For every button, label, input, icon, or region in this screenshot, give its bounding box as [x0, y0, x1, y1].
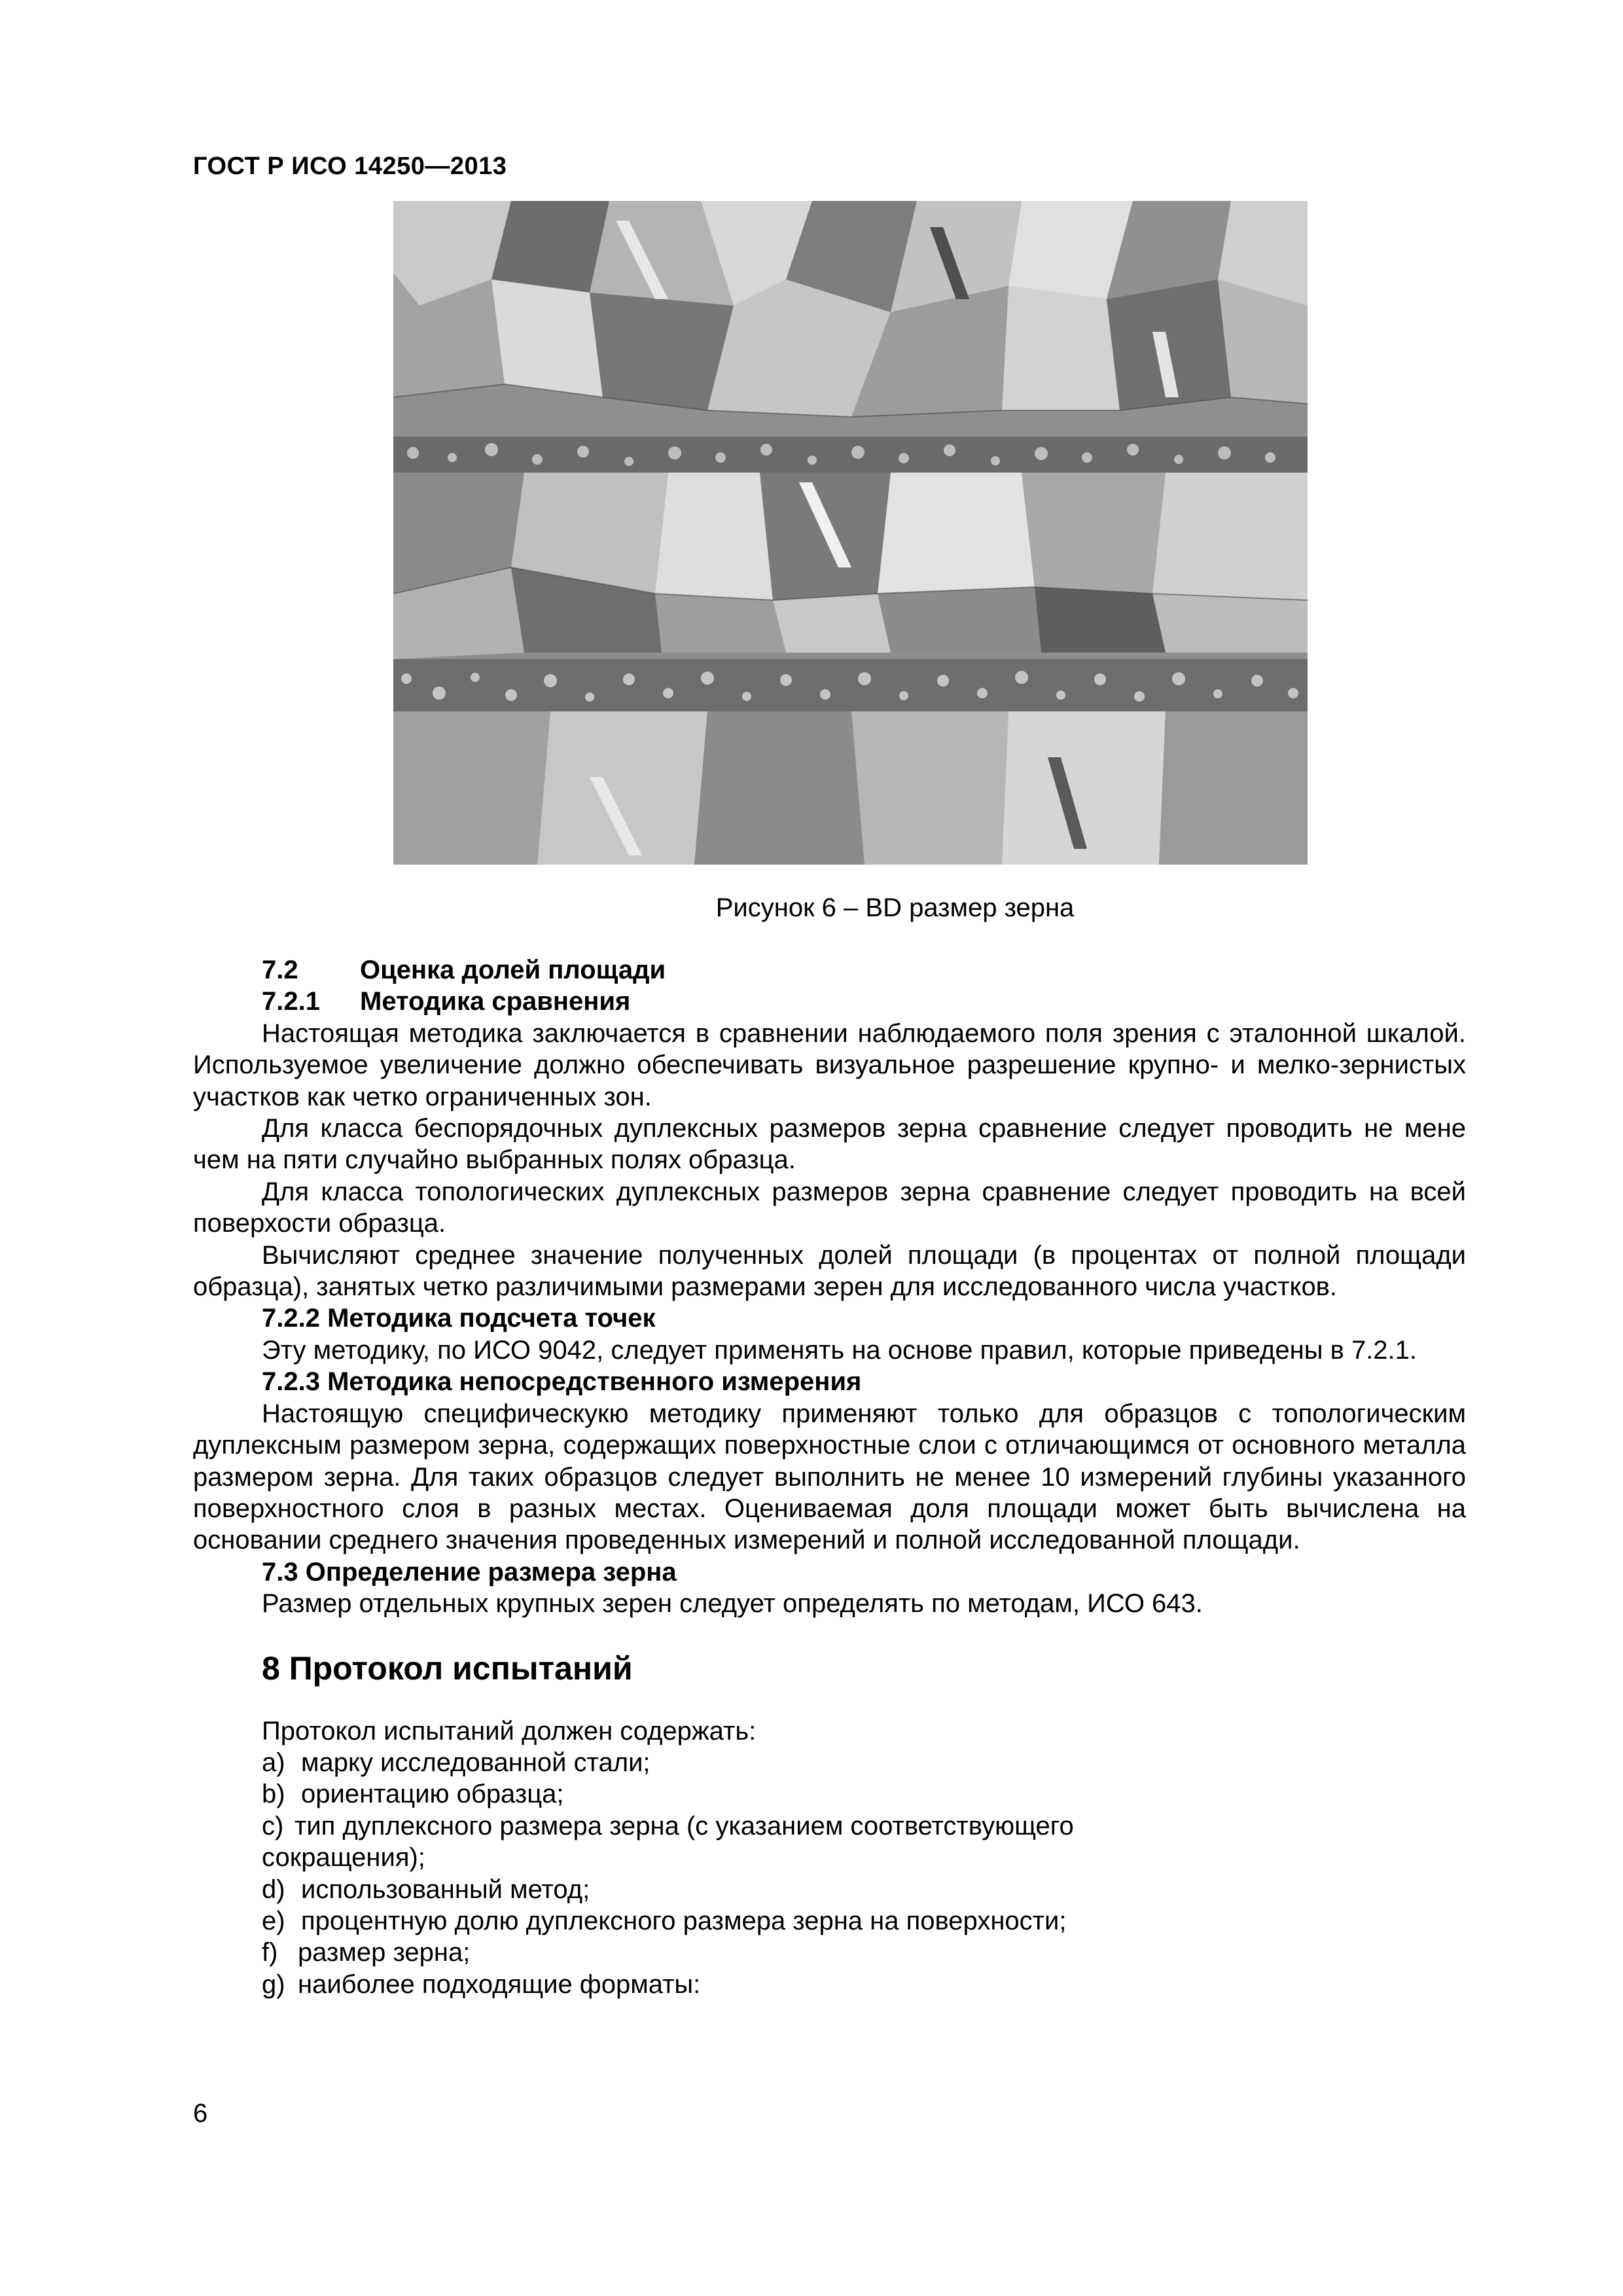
list-marker: b): [262, 1780, 285, 1809]
protocol-list: [193, 1715, 1466, 2001]
list-item-text: ориентацию образца;: [301, 1780, 564, 1809]
heading-section-8: 8 Протокол испытаний: [262, 1649, 633, 1687]
heading-number: 7.2.1: [262, 987, 320, 1016]
heading-7-2-1: [193, 986, 1466, 1017]
paragraph: Вычисляют среднее значение полученных долей площади (в процентах от полной площади образца), занятых четко различимыми размерами зерен для исследованного числа участков.: [193, 1240, 1466, 1302]
paragraph: Размер отдельных крупных зерен следует определять по методам, ИСО 643.: [262, 1589, 1203, 1619]
list-marker: a): [262, 1748, 285, 1777]
heading-7-2-2: 7.2.2 Методика подсчета точек: [262, 1304, 656, 1333]
list-item-text: сокращения);: [262, 1843, 425, 1873]
list-marker: c): [262, 1811, 284, 1840]
grain-structure-image: [393, 201, 1308, 865]
list-item: [262, 1810, 1466, 1842]
micrograph-figure: [393, 201, 1308, 865]
document-body: [193, 954, 1466, 2000]
heading-text: Оценка долей площади: [360, 956, 666, 984]
list-item: [262, 1905, 1466, 1937]
list-marker: d): [262, 1874, 285, 1904]
list-item-continuation: [262, 1842, 1466, 1873]
list-marker: f): [262, 1938, 278, 1967]
paragraph: Эту методику, по ИСО 9042, следует применять на основе правил, которые приведены в 7.2.1.: [262, 1335, 1418, 1365]
list-item-text: наиболее подходящие форматы:: [298, 1969, 701, 1999]
list-item: [262, 1874, 1466, 1905]
figure-caption: Рисунок 6 – BD размер зерна: [715, 893, 1075, 922]
heading-number: 7.2: [262, 956, 298, 984]
list-item-text: марку исследованной стали;: [301, 1748, 651, 1777]
paragraph: Настоящую специфическукю методику применяют только для образцов с топологическим дуплексным размером зерна, содержащих поверхностные слои с отличающимся от основного металла размером зерна. Для таких образцов следует выполнить не менее 10 измерений глубины указанного поверхностного слоя в разных местах. Оцениваемая доля площади может быть вычислена на основании среднего значения проведенных измерений и полной исследованной площади.: [193, 1399, 1466, 1555]
heading-7-3: 7.3 Определение размера зерна: [262, 1557, 677, 1587]
list-marker: g): [262, 1969, 285, 1999]
heading-text: Методика сравнения: [360, 987, 631, 1016]
list-item-text: процентную долю дуплексного размера зерна на поверхности;: [301, 1906, 1067, 1935]
heading-7-2-3: 7.2.3 Методика непосредственного измерения: [262, 1367, 862, 1397]
list-item-text: тип дуплексного размера зерна (с указанием соответствующего: [294, 1811, 1074, 1840]
paragraph: Для класса беспорядочных дуплексных размеров зерна сравнение следует проводить не мене чем на пяти случайно выбранных полях образца.: [193, 1114, 1466, 1175]
list-item-text: использованный метод;: [301, 1874, 590, 1904]
list-item: [262, 1937, 1466, 1968]
list-item: [262, 1969, 1466, 2000]
page-number: 6: [193, 2099, 208, 2128]
list-intro: Протокол испытаний должен содержать:: [262, 1716, 757, 1746]
document-header: ГОСТ Р ИСО 14250—2013: [193, 152, 507, 180]
list-item-text: размер зерна;: [298, 1938, 471, 1967]
heading-7-2: [193, 954, 1466, 986]
list-item: [262, 1778, 1466, 1810]
paragraph: Настоящая методика заключается в сравнении наблюдаемого поля зрения с эталонной шкалой. Используемое увеличение должно обеспечивать визуальное разрешение крупно- и мелко-зернистых участков как четко ограниченных зон.: [193, 1018, 1466, 1111]
list-marker: e): [262, 1906, 285, 1935]
paragraph: Для класса топологических дуплексных размеров зерна сравнение следует проводить на всей поверхости образца.: [193, 1177, 1466, 1238]
list-item: [262, 1747, 1466, 1778]
